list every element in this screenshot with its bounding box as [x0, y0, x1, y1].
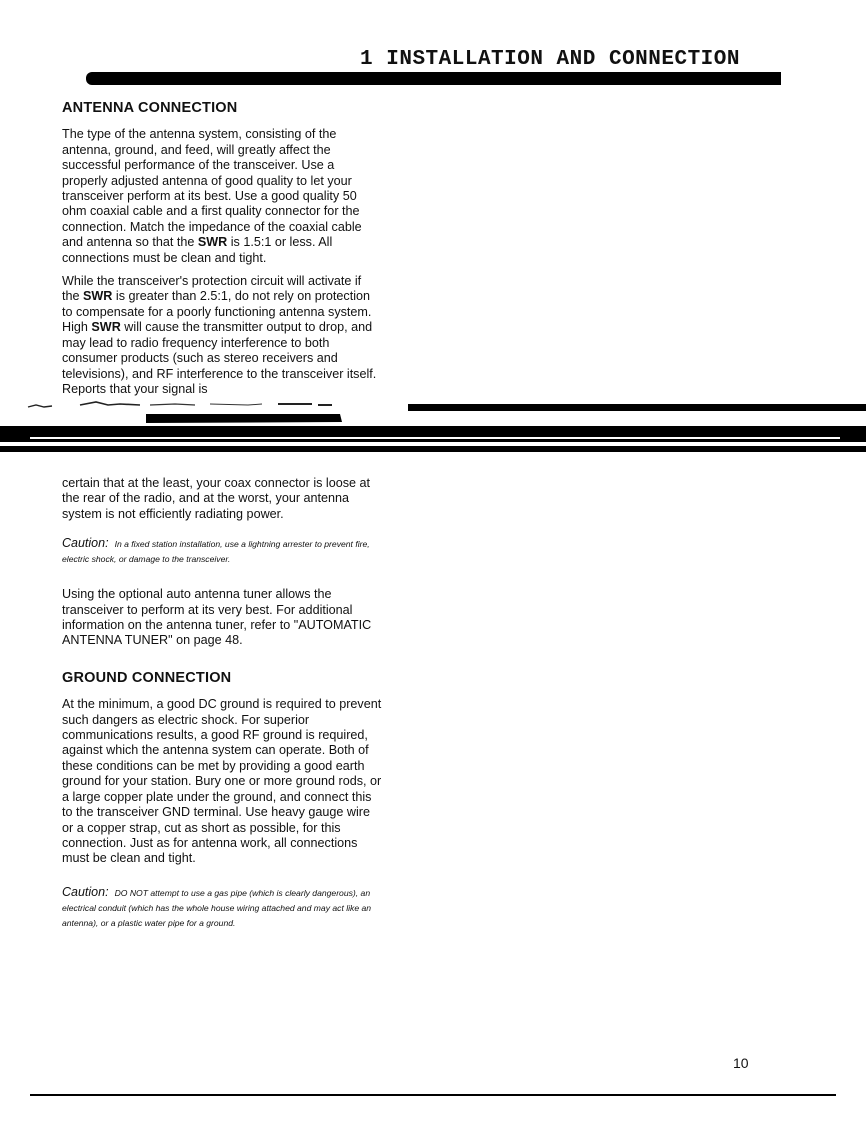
antenna-paragraph-2-part3: will cause the transmitter output to drop, and may lead to radio frequency interference to both consumer products (such as stereo receivers and televisions), and RF interference to the transceiver itself. Reports that your signal is	[62, 320, 377, 396]
caution-text: DO NOT attempt to use a gas pipe (which is clearly dangerous), an electrical conduit (which has the whole house wiring attached and may act like an antenna), or a plastic water pipe for a ground.	[62, 887, 372, 928]
antenna-paragraph-2-part1: While the transceiver's protection circuit will activate if the	[62, 274, 362, 304]
ground-caution-note	[62, 885, 382, 931]
caution-text: In a fixed station installation, use a lightning arrester to prevent fire, electric shock, or damage to the transceiver.	[62, 539, 370, 565]
antenna-paragraph-2-continued: certain that at the least, your coax connector is loose at the rear of the radio, and at the worst, your antenna system is not efficiently radiating power.	[62, 476, 371, 521]
antenna-paragraph-1-text: The type of the antenna system, consisting of the antenna, ground, and feed, will greatly affect the successful performance of the transceiver. Use a properly adjusted antenna of good quality to let your transceiver perform at its best. Use a good quality 50 ohm coaxial cable and a first quality connector for the connection. Match the impedance of the coaxial cable and antenna so that the	[62, 127, 362, 250]
antenna-tuner-paragraph: Using the optional auto antenna tuner allows the transceiver to perform at its very best. For additional information on the antenna tuner, refer to "AUTOMATIC ANTENNA TUNER" on page 48.	[62, 587, 372, 648]
page-number: 10	[733, 1055, 749, 1071]
antenna-paragraph-1-end: is 1.5:1 or less. All connections must be clean and tight.	[62, 235, 333, 265]
antenna-section-top	[62, 101, 382, 398]
caution-label: Caution:	[62, 884, 109, 899]
swr-term: SWR	[83, 289, 113, 304]
chapter-title: 1 INSTALLATION AND CONNECTION	[360, 48, 740, 71]
antenna-connection-heading: ANTENNA CONNECTION	[62, 101, 238, 116]
caution-label: Caution:	[62, 536, 109, 551]
antenna-caution-note	[62, 536, 382, 567]
chapter-title-rule	[86, 72, 781, 85]
antenna-paragraph-2	[62, 274, 382, 397]
ground-paragraph: At the minimum, a good DC ground is required to prevent such dangers as electric shock. For superior communications results, a good RF ground is required, against which the antenna system can operate. Both of these conditions can be met by providing a good earth ground for your station. Bury one or more ground rods, or a large copper plate under the ground, and connect this to the transceiver GND terminal. Use heavy gauge wire or a copper strap, cut as short as possible, for this connection. Just as for antenna work, all connections must be clean and tight.	[62, 697, 382, 866]
swr-term: SWR	[91, 320, 121, 335]
antenna-paragraph-1	[62, 127, 382, 266]
scan-artifact-band	[0, 396, 866, 458]
swr-term: SWR	[197, 235, 228, 250]
ground-connection-heading: GROUND CONNECTION	[62, 669, 232, 686]
footer-rule	[30, 1094, 836, 1096]
antenna-paragraph-2-part2: is greater than 2.5:1, do not rely on protection to compensate for a poorly functioning antenna system. High	[62, 289, 372, 335]
antenna-section-continued	[62, 476, 382, 951]
